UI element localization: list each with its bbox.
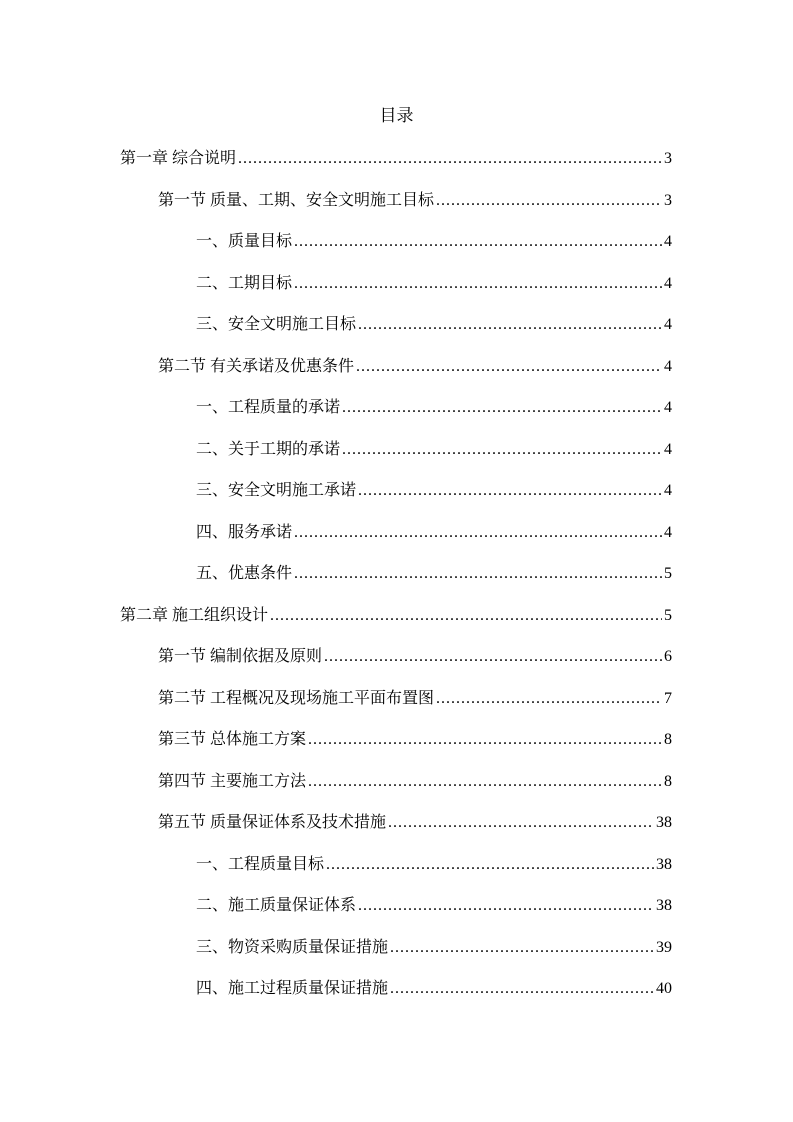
toc-entry[interactable] bbox=[120, 604, 672, 628]
toc-entry-label: 第五节 质量保证体系及技术措施 bbox=[158, 814, 387, 831]
toc-entry-label: 五、优惠条件 bbox=[196, 565, 293, 582]
toc-entry[interactable] bbox=[196, 936, 672, 960]
toc-entry-label: 一、工程质量的承诺 bbox=[196, 399, 341, 416]
dot-leader bbox=[294, 521, 662, 545]
dot-leader bbox=[388, 811, 654, 835]
toc-entry-page-number: 4 bbox=[664, 316, 672, 333]
toc-entry-page-number: 4 bbox=[664, 274, 672, 292]
dot-leader bbox=[326, 853, 654, 877]
toc-entry-page-number: 8 bbox=[664, 772, 672, 790]
toc-entry-page-number: 4 bbox=[664, 357, 672, 375]
toc-entry[interactable] bbox=[158, 189, 672, 213]
toc-entry[interactable] bbox=[158, 770, 672, 794]
dot-leader bbox=[358, 313, 662, 337]
dot-leader bbox=[436, 189, 662, 213]
toc-entry-label: 三、安全文明施工承诺 bbox=[196, 482, 357, 499]
toc-entry[interactable] bbox=[158, 687, 672, 711]
toc-entry-label: 第一章 综合说明 bbox=[120, 150, 237, 167]
toc-entry-label: 第一节 编制依据及原则 bbox=[158, 648, 323, 665]
dot-leader bbox=[342, 396, 662, 420]
toc-entry-page-number: 4 bbox=[664, 523, 672, 541]
dot-leader bbox=[270, 604, 662, 628]
toc-entry-label: 二、施工质量保证体系 bbox=[196, 897, 357, 914]
toc-entry-label: 一、质量目标 bbox=[196, 233, 293, 250]
dot-leader bbox=[308, 728, 662, 752]
toc-entry[interactable] bbox=[196, 853, 672, 877]
toc-entry[interactable] bbox=[196, 562, 672, 586]
dot-leader bbox=[324, 645, 662, 669]
dot-leader bbox=[390, 977, 654, 1001]
toc-entry[interactable] bbox=[196, 479, 672, 503]
toc-entry-page-number: 5 bbox=[664, 606, 672, 624]
toc-entry-page-number: 5 bbox=[664, 565, 672, 582]
toc-entry-label: 四、服务承诺 bbox=[196, 523, 293, 541]
dot-leader bbox=[358, 479, 662, 503]
toc-entry-label: 二、工期目标 bbox=[196, 274, 293, 292]
dot-leader bbox=[342, 438, 662, 462]
toc-title: 目录 bbox=[379, 106, 414, 125]
toc-entry-label: 一、工程质量目标 bbox=[196, 855, 325, 873]
toc-entry[interactable] bbox=[158, 645, 672, 669]
toc-entry-label: 第二节 有关承诺及优惠条件 bbox=[158, 357, 355, 375]
toc-entry[interactable] bbox=[196, 521, 672, 545]
dot-leader bbox=[238, 147, 662, 171]
toc-entry[interactable] bbox=[158, 811, 672, 835]
toc-entry-page-number: 6 bbox=[664, 648, 672, 665]
toc-entry-page-number: 7 bbox=[664, 689, 672, 707]
toc-entry-label: 第四节 主要施工方法 bbox=[158, 772, 307, 790]
toc-entry-page-number: 38 bbox=[656, 897, 672, 914]
toc-entry-page-number: 8 bbox=[664, 731, 672, 748]
toc-entry[interactable] bbox=[196, 396, 672, 420]
toc-entry[interactable] bbox=[196, 313, 672, 337]
toc-entry-label: 第二节 工程概况及现场施工平面布置图 bbox=[158, 689, 435, 707]
dot-leader bbox=[436, 687, 662, 711]
dot-leader bbox=[358, 894, 654, 918]
toc-entry-page-number: 4 bbox=[664, 233, 672, 250]
dot-leader bbox=[390, 936, 654, 960]
toc-entry-page-number: 3 bbox=[664, 150, 672, 167]
toc-entry-label: 第三节 总体施工方案 bbox=[158, 731, 307, 748]
toc-entry-label: 二、关于工期的承诺 bbox=[196, 440, 341, 458]
dot-leader bbox=[294, 272, 662, 296]
toc-entry[interactable] bbox=[158, 355, 672, 379]
toc-entry-label: 第一节 质量、工期、安全文明施工目标 bbox=[158, 191, 435, 209]
toc-entry[interactable] bbox=[196, 977, 672, 1001]
toc-entry-page-number: 38 bbox=[656, 855, 672, 873]
dot-leader bbox=[308, 770, 662, 794]
toc-entry-label: 四、施工过程质量保证措施 bbox=[196, 980, 389, 997]
dot-leader bbox=[294, 562, 662, 586]
toc-entry-page-number: 4 bbox=[664, 482, 672, 499]
toc-entry[interactable] bbox=[120, 147, 672, 171]
dot-leader bbox=[356, 355, 662, 379]
toc-entry-page-number: 38 bbox=[656, 814, 672, 831]
toc-entry[interactable] bbox=[196, 894, 672, 918]
dot-leader bbox=[294, 230, 662, 254]
toc-entry-page-number: 3 bbox=[664, 191, 672, 209]
toc-entry-page-number: 4 bbox=[664, 399, 672, 416]
toc-entry[interactable] bbox=[196, 272, 672, 296]
toc-entry-label: 三、物资采购质量保证措施 bbox=[196, 938, 389, 956]
toc-entry[interactable] bbox=[158, 728, 672, 752]
toc-entry-page-number: 40 bbox=[656, 980, 672, 997]
toc-entry-page-number: 39 bbox=[656, 938, 672, 956]
toc-entry-label: 三、安全文明施工目标 bbox=[196, 316, 357, 333]
toc-entry-page-number: 4 bbox=[664, 440, 672, 458]
toc-entry[interactable] bbox=[196, 438, 672, 462]
toc-entry-label: 第二章 施工组织设计 bbox=[120, 606, 269, 624]
toc-entry[interactable] bbox=[196, 230, 672, 254]
